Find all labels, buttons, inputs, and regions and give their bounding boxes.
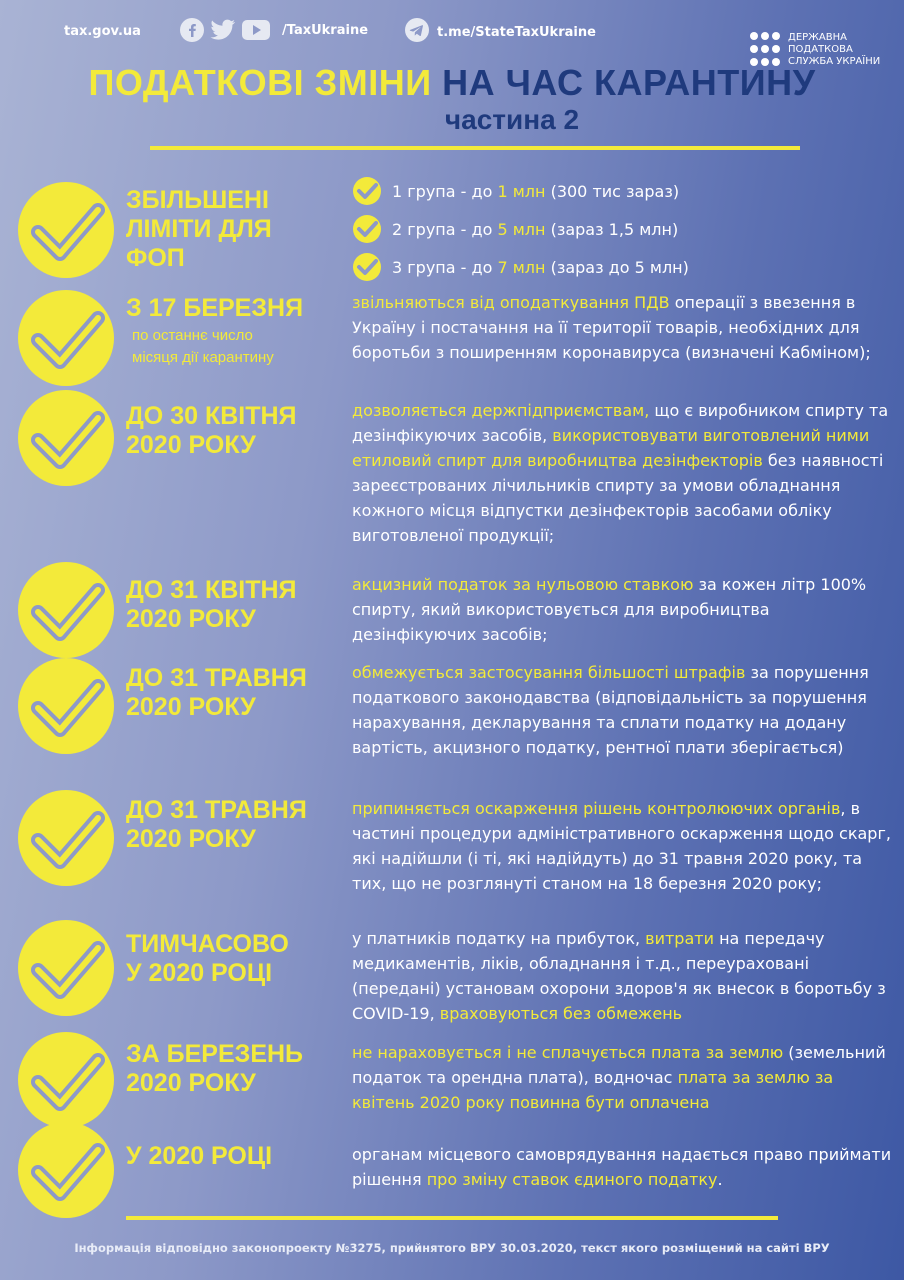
- section-label: З 17 БЕРЕЗНЯ по останнє число місяця дії карантину: [126, 294, 304, 366]
- section-description: припиняється оскарження рішень контролюючих органів, в частині процедури адміністративного оскарження щодо скарг, які надійшли (і ті, які надійдуть) до 31 травня 2020 року, та тих, що не розглянуті станом на 18 березня 2020 року;: [352, 799, 891, 893]
- mini-check-icon: [352, 252, 382, 282]
- telegram-icon: [405, 18, 429, 46]
- logo-line-3: СЛУЖБА УКРАЇНИ: [788, 56, 881, 67]
- section-description: органам місцевого самоврядування надається право приймати рішення про зміну ставок єдиного податку.: [352, 1145, 892, 1189]
- mini-check-icon: [352, 176, 382, 206]
- page-title: [0, 62, 904, 136]
- section-label: ДО 31 ТРАВНЯ 2020 РОКУ: [126, 796, 307, 853]
- check-icon: [16, 918, 116, 1018]
- check-icon: [16, 788, 116, 888]
- site-link[interactable]: tax.gov.ua: [64, 24, 141, 39]
- check-icon: [16, 180, 116, 280]
- section-label: ДО 30 КВІТНЯ 2020 РОКУ: [126, 402, 297, 459]
- check-icon: [16, 288, 116, 388]
- section-label: ЗА БЕРЕЗЕНЬ 2020 РОКУ: [126, 1040, 304, 1097]
- section-label: ДО 31 ТРАВНЯ 2020 РОКУ: [126, 664, 307, 721]
- section-label: ТИМЧАСОВО У 2020 РОЦІ: [126, 930, 289, 987]
- logo-line-2: ПОДАТКОВА: [788, 44, 853, 55]
- title-part-a: ПОДАТКОВІ ЗМІНИ: [88, 62, 432, 103]
- section-description: звільняються від оподаткування ПДВ операції з ввезення в Україну і постачання на її території товарів, необхідних для боротьби з поширенням коронавируса (визначені Кабміном);: [352, 293, 871, 362]
- youtube-icon[interactable]: [242, 20, 270, 40]
- telegram-handle: t.me/StateTaxUkraine: [437, 24, 596, 40]
- section-description: акцизний податок за нульовою ставкою за кожен літр 100% спирту, який використовується для виробництва дезінфікуючих засобів;: [352, 575, 867, 644]
- bottom-divider: [126, 1216, 778, 1220]
- social-links: [180, 18, 368, 42]
- title-part-b: НА ЧАС КАРАНТИНУ: [442, 62, 816, 103]
- section-description: дозволяється держпідприємствам, що є виробником спирту та дезінфікуючих засобів, використовувати виготовлений ними етиловий спирт для виробництва дезінфекторів без наявності зареєстрованих лічильників спирту за умови обладнання кожного місця відпустки дезінфекторів засобами обліку виготовленої продукції;: [352, 401, 889, 545]
- section-label: ЗБІЛЬШЕНІ ЛІМІТИ ДЛЯ ФОП: [126, 186, 272, 272]
- group-item: 2 група - до 5 млн (зараз 1,5 млн): [352, 214, 678, 244]
- top-bar: [0, 18, 904, 67]
- logo-line-1: ДЕРЖАВНА: [788, 32, 847, 43]
- mini-check-icon: [352, 214, 382, 244]
- twitter-icon[interactable]: [210, 19, 236, 41]
- facebook-icon[interactable]: [180, 18, 204, 42]
- check-icon: [16, 1120, 116, 1220]
- section-description: обмежується застосування більшості штрафів за порушення податкового законодавства (відповідальність за порушення нарахування, декларування та сплати податку на додану вартість, акцизного податку, рентної плати зберігається): [352, 663, 869, 757]
- section-description: у платників податку на прибуток, витрати на передачу медикаментів, ліків, обладнання і т.д., переураховані (передані) установам охорони здоров'я як внесок в боротьбу з COVID-19, враховуються без обмежень: [352, 929, 886, 1023]
- title-underline: [150, 146, 800, 150]
- check-icon: [16, 1030, 116, 1130]
- footer-note: Інформація відповідно законопроекту №3275, прийнятого ВРУ 30.03.2020, текст якого розміщений на сайті ВРУ: [74, 1241, 830, 1255]
- check-icon: [16, 656, 116, 756]
- check-icon: [16, 560, 116, 660]
- section-description: не нараховується і не сплачується плата за землю (земельний податок та орендна плата), водночас плата за землю за квітень 2020 року повинна бути оплачена: [352, 1043, 886, 1112]
- section-label: У 2020 РОЦІ: [126, 1142, 273, 1170]
- check-icon: [16, 388, 116, 488]
- telegram-link[interactable]: [405, 18, 596, 46]
- social-handle[interactable]: /TaxUkraine: [282, 22, 369, 38]
- group-item: 3 група - до 7 млн (зараз до 5 млн): [352, 252, 689, 282]
- section-label: ДО 31 КВІТНЯ 2020 РОКУ: [126, 576, 297, 633]
- group-item: 1 група - до 1 млн (300 тис зараз): [352, 176, 679, 206]
- title-subtitle: частина 2: [444, 104, 580, 135]
